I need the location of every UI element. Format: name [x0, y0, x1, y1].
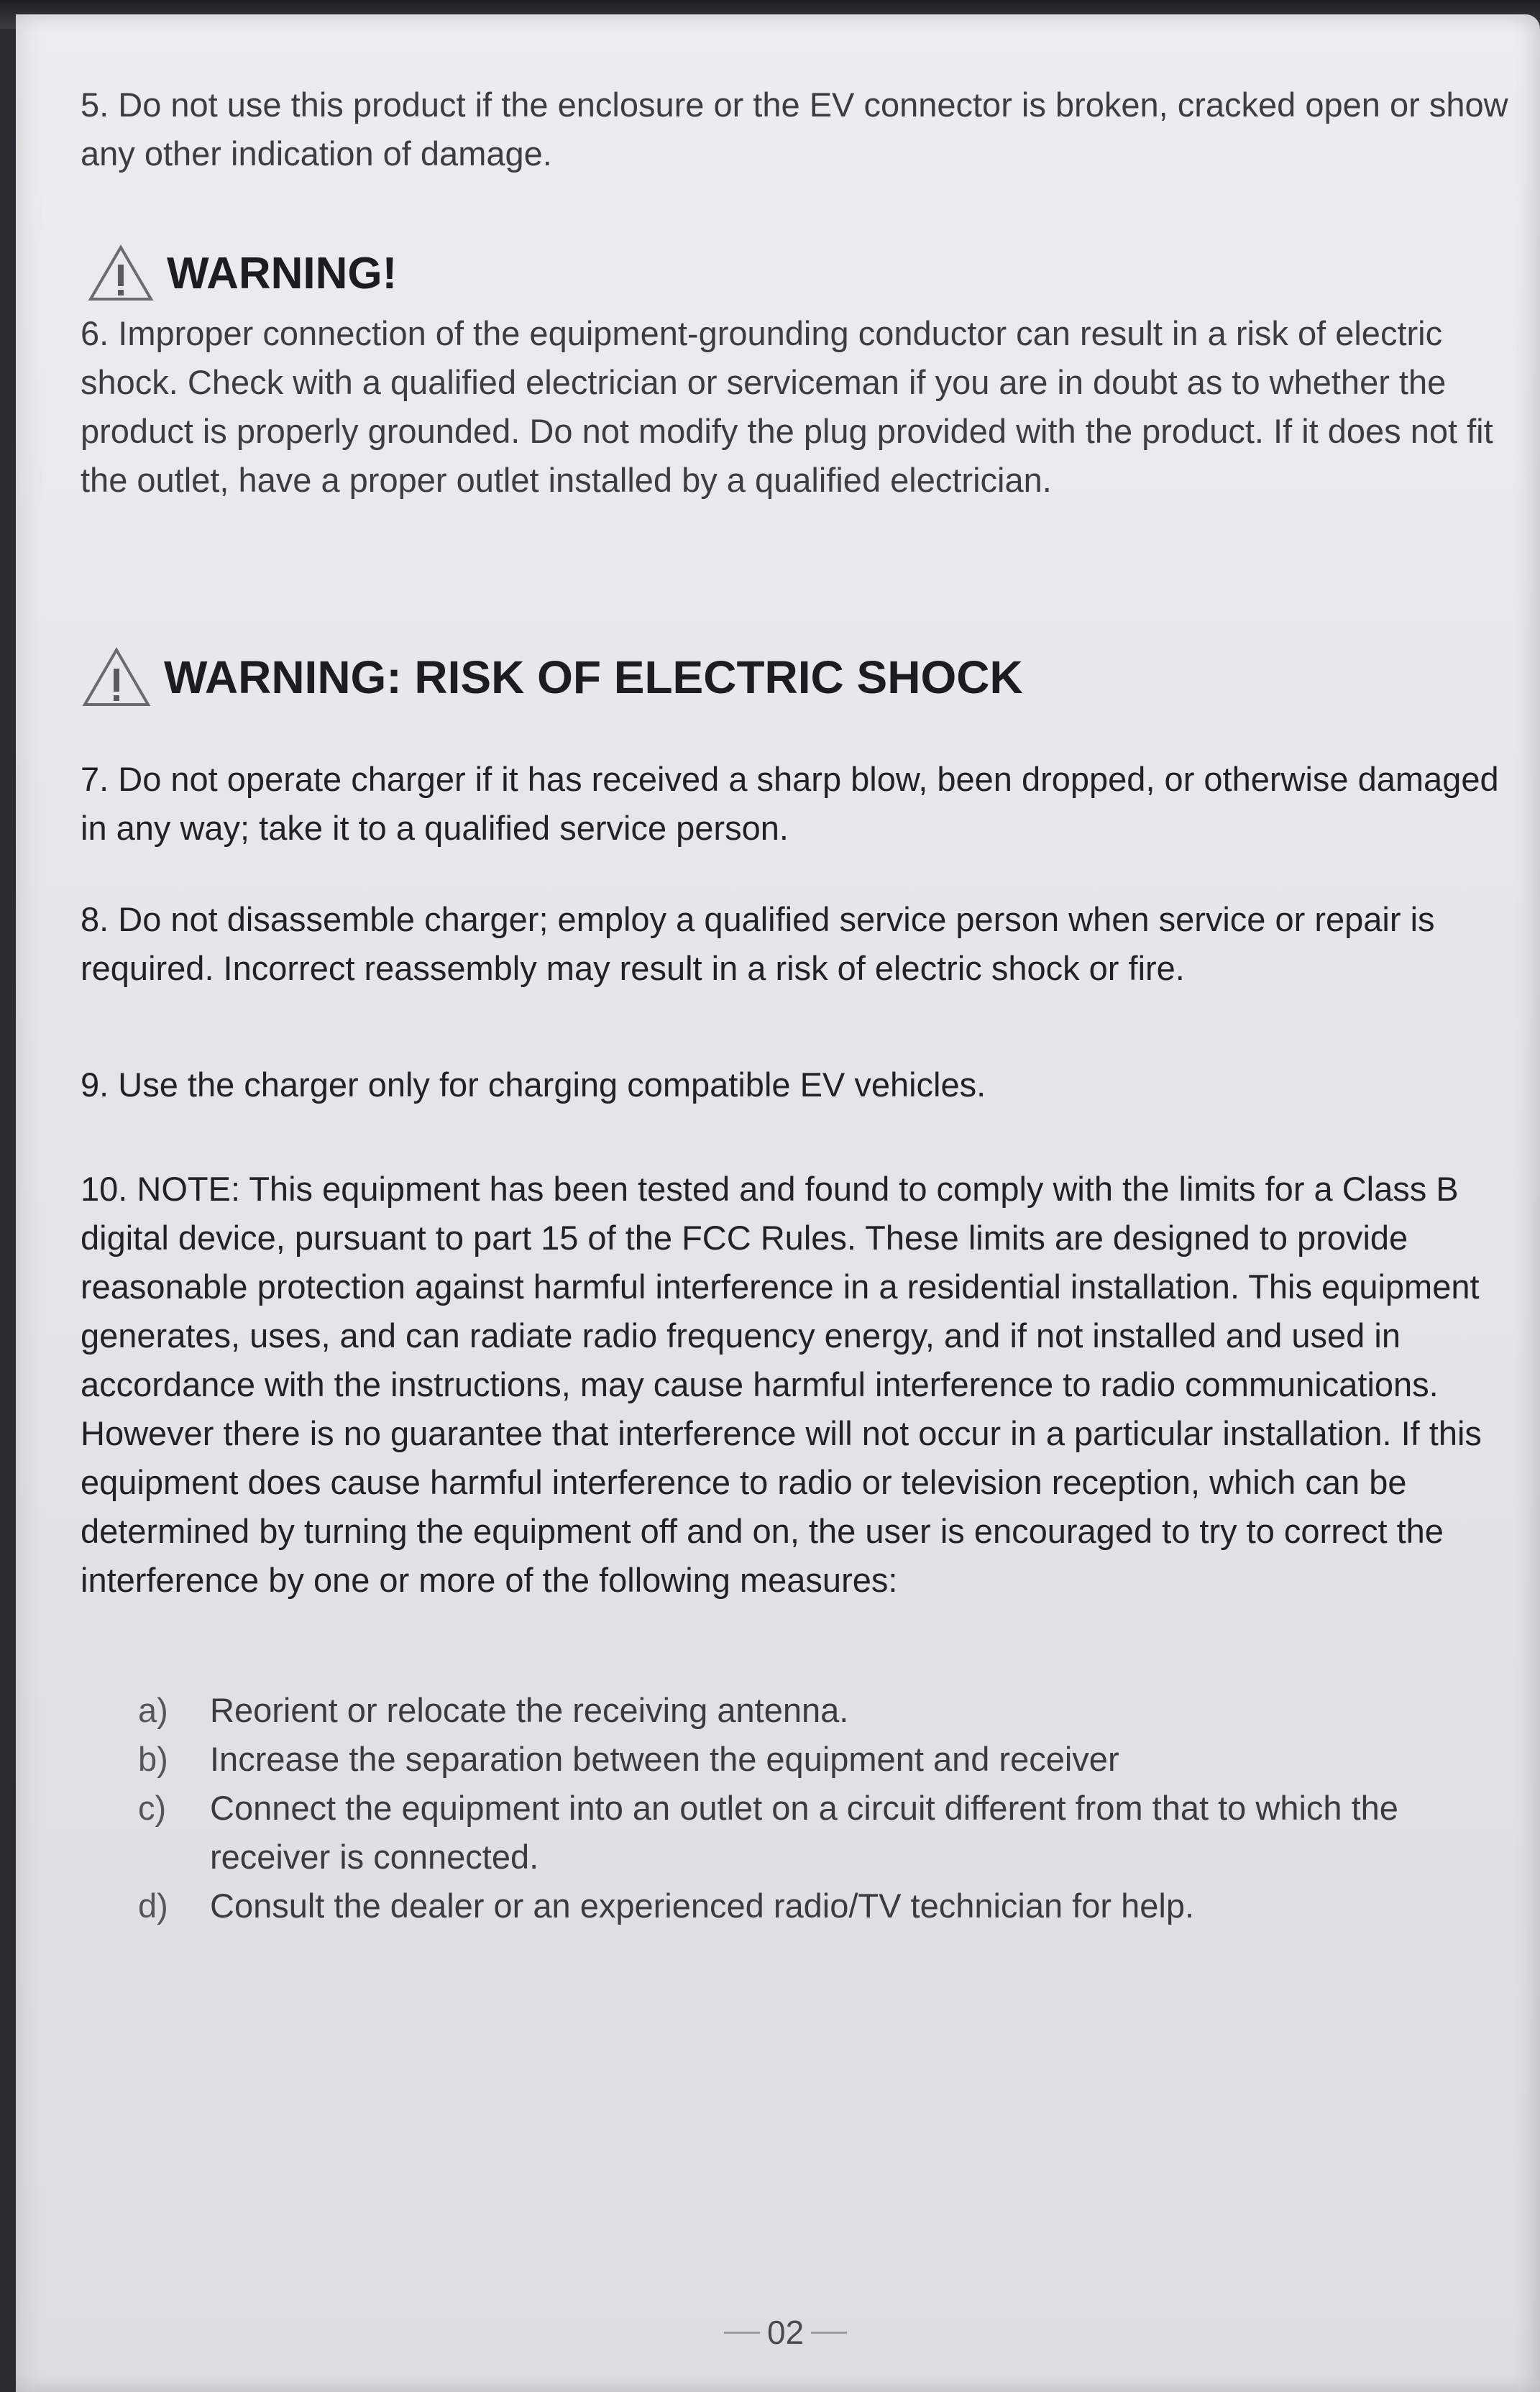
- risk-of-electric-shock-heading: [82, 647, 1023, 707]
- page-number: 02: [767, 2314, 805, 2351]
- list-item-text: Reorient or relocate the receiving antenna.: [210, 1691, 849, 1729]
- list-item-text: Increase the separation between the equipment and receiver: [210, 1740, 1119, 1778]
- list-item-text: Connect the equipment into an outlet on a circuit different from that to which the receiver is connected.: [210, 1789, 1398, 1876]
- list-item: [138, 1686, 1490, 1735]
- list-item: [138, 1735, 1490, 1784]
- footer-rule-right: [811, 2332, 847, 2334]
- risk-heading-text: WARNING: RISK OF ELECTRIC SHOCK: [164, 651, 1023, 703]
- warning-heading: [88, 244, 397, 302]
- warning-triangle-icon: [88, 244, 154, 302]
- manual-page: [16, 14, 1540, 2392]
- item-5: 5. Do not use this product if the enclosure or the EV connector is broken, cracked open or show any other indication of damage.: [81, 86, 1508, 173]
- warning-heading-text: WARNING!: [167, 248, 398, 298]
- item-8: 8. Do not disassemble charger; employ a qualified service person when service or repair is required. Incorrect reassembly may result in a risk of electric shock or fire.: [81, 900, 1435, 987]
- list-item: [138, 1784, 1490, 1882]
- item-7: 7. Do not operate charger if it has received a sharp blow, been dropped, or otherwise damaged in any way; take it to a qualified service person.: [81, 760, 1499, 847]
- list-item-text: Consult the dealer or an experienced radio/TV technician for help.: [210, 1887, 1195, 1925]
- list-marker: c): [138, 1789, 167, 1827]
- footer-rule-left: [724, 2332, 760, 2334]
- page-footer: [724, 2313, 847, 2352]
- item-9: 9. Use the charger only for charging compatible EV vehicles.: [81, 1066, 986, 1104]
- item-6: 6. Improper connection of the equipment-grounding conductor can result in a risk of electric shock. Check with a qualified electrician or serviceman if you are in doubt as to whether the product is properly grounded. Do not modify the plug provided with the product. If it does not fit the outlet, have a proper outlet installed by a qualified electrician.: [81, 314, 1493, 499]
- list-marker: a): [138, 1691, 168, 1729]
- warning-triangle-icon: [82, 647, 151, 707]
- item-10: 10. NOTE: This equipment has been tested and found to comply with the limits for a Class B digital device, pursuant to part 15 of the FCC Rules. These limits are designed to provide reasonable protection against harmful interference in a residential installation. This equipment generates, uses, and can radiate radio frequency energy, and if not installed and used in accordance with the instructions, may cause harmful interference to radio communications. However there is no guarantee that interference will not occur in a particular installation. If this equipment does cause harmful interference to radio or television reception, which can be determined by turning the equipment off and on, the user is encouraged to try to correct the interference by one or more of the following measures:: [81, 1170, 1482, 1599]
- list-marker: b): [138, 1740, 168, 1778]
- measures-list: [138, 1686, 1490, 1930]
- list-item: [138, 1882, 1490, 1930]
- list-marker: d): [138, 1887, 168, 1925]
